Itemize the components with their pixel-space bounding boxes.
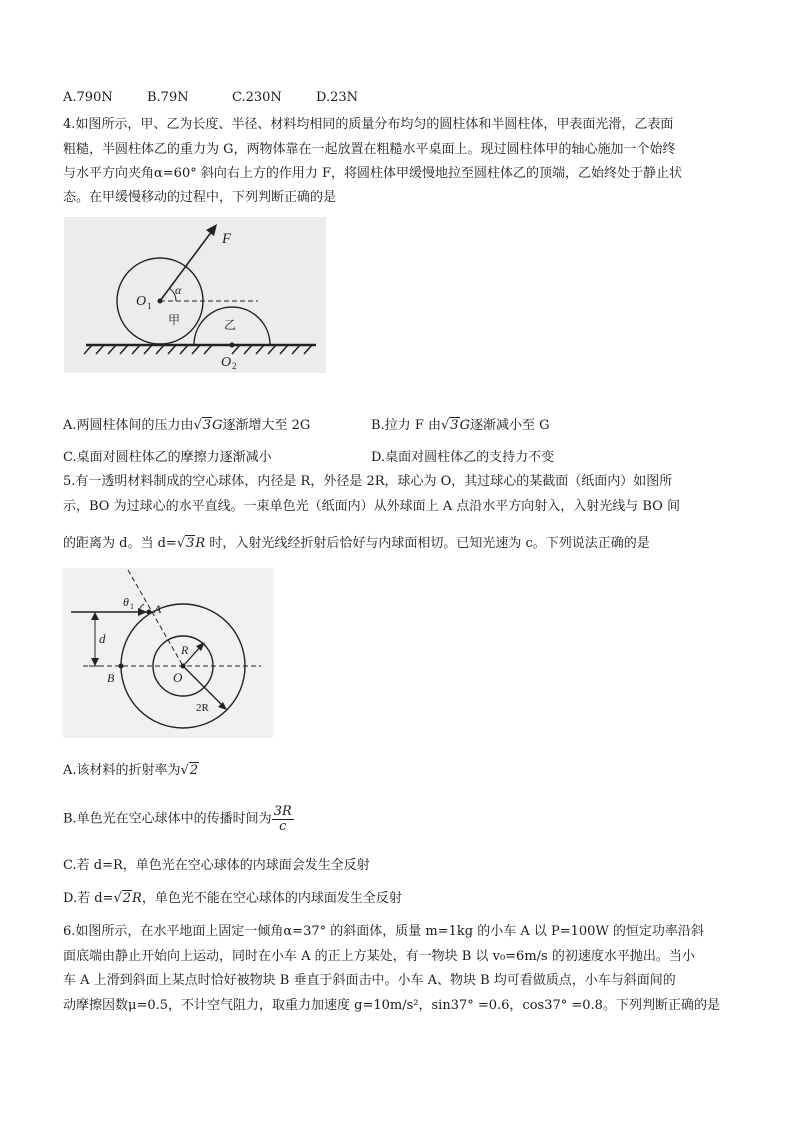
fraction-numerator: 3R bbox=[273, 804, 292, 819]
q4-text-line-1: 4.如图所示，甲、乙为长度、半径、材料均相同的质量分布均匀的圆柱体和半圆柱体，甲表面光滑，乙表面 bbox=[63, 117, 674, 132]
q6-text-line-3: 车 A 上滑到斜面上某点时恰好被物块 B 垂直于斜面击中。小车 A、物块 B 均可看做质点，小车与斜面间的 bbox=[63, 973, 676, 988]
q5-line3-post: 时，入射光线经折射后恰好与内球面相切。已知光速为 c。下列说法正确的是 bbox=[205, 536, 650, 551]
q4-figure bbox=[64, 217, 326, 373]
sqrt-symbol: √3 bbox=[440, 418, 459, 433]
q5-option-a bbox=[63, 763, 199, 780]
q4-text-line-4: 态。在甲缓慢移动的过程中，下列判断正确的是 bbox=[63, 190, 337, 205]
fraction bbox=[272, 805, 294, 835]
fraction-denominator: c bbox=[279, 819, 287, 835]
label-B: B bbox=[107, 671, 115, 685]
q4-option-a bbox=[63, 418, 310, 435]
q3-option-d: D.23N bbox=[316, 90, 359, 105]
q5-option-d-radicand: 2 bbox=[122, 891, 132, 906]
q5-line3-pre: 的距离为 d。当 d= bbox=[63, 536, 177, 551]
label-2R: 2R bbox=[196, 702, 209, 714]
label-O1: O bbox=[136, 294, 147, 309]
q5-option-b-pre: B.单色光在空心球体中的传播时间为 bbox=[63, 811, 272, 827]
q4-text-line-3: 与水平方向夹角α=60° 斜向右上方的作用力 F，将圆柱体甲缓慢地拉至圆柱体乙的顶端，乙始终处于静止状 bbox=[63, 166, 682, 181]
q5-line3-radicand: 3 bbox=[186, 536, 195, 551]
q5-option-d-pre: D.若 d= bbox=[63, 891, 114, 906]
sqrt-symbol: √2 bbox=[180, 763, 199, 778]
q5-line3-var: R bbox=[195, 536, 206, 551]
q6-text-line-4: 动摩擦因数μ=0.5，不计空气阻力，取重力加速度 g=10m/s²，sin37° =0.6，cos37° =0.8。下列判断正确的是 bbox=[63, 998, 720, 1013]
q5-figure bbox=[63, 568, 273, 738]
q4-option-b-var: G bbox=[459, 418, 470, 433]
label-O2-sub: 2 bbox=[232, 361, 237, 371]
q5-text-line-2: 示，BO 为过球心的水平直线。一束单色光（纸面内）从外球面上 A 点沿水平方向射入，入射光线与 BO 间 bbox=[63, 499, 680, 514]
q3-option-b: B.79N bbox=[147, 90, 189, 105]
q4-option-a-radicand: 3 bbox=[202, 418, 212, 433]
q6-text-line-2: 面底端由静止开始向上运动，同时在小车 A 的正上方某处，有一物块 B 以 v₀=6m/s 的初速度水平抛出。当小 bbox=[63, 949, 695, 964]
sqrt-symbol: √3 bbox=[176, 536, 195, 551]
q4-option-d: D.桌面对圆柱体乙的支持力不变 bbox=[371, 450, 555, 465]
q4-option-b-post: 逐渐减小至 G bbox=[469, 418, 550, 433]
q5-option-d-post: ，单色光不能在空心球体的内球面发生全反射 bbox=[141, 891, 402, 906]
label-O2: O bbox=[221, 355, 232, 370]
q5-option-d bbox=[63, 891, 402, 908]
label-d: d bbox=[99, 631, 106, 646]
q4-option-b-pre: B.拉力 F 由 bbox=[371, 418, 441, 433]
label-jia: 甲 bbox=[168, 313, 181, 327]
sqrt-symbol: √3 bbox=[193, 418, 212, 433]
q5-option-a-pre: A.该材料的折射率为 bbox=[63, 763, 181, 778]
q4-text-line-2: 粗糙，半圆柱体乙的重力为 G，两物体靠在一起放置在粗糙水平桌面上。现过圆柱体甲的轴心施加一个始终 bbox=[63, 142, 676, 157]
label-F: F bbox=[222, 231, 232, 247]
label-A: A bbox=[154, 602, 162, 616]
q5-text-line-1: 5.有一透明材料制成的空心球体，内径是 R，外径是 2R，球心为 O，其过球心的某截面（纸面内）如图所 bbox=[63, 474, 673, 489]
label-O1-sub: 1 bbox=[147, 301, 152, 311]
label-R: R bbox=[181, 643, 189, 657]
sqrt-symbol: √2 bbox=[113, 891, 132, 906]
q4-option-b-radicand: 3 bbox=[450, 418, 459, 433]
q4-option-b bbox=[371, 418, 549, 435]
q3-option-c: C.230N bbox=[232, 90, 282, 105]
q4-option-a-pre: A.两圆柱体间的压力由 bbox=[63, 418, 194, 433]
q5-option-a-radicand: 2 bbox=[189, 763, 199, 778]
q4-option-a-post: 逐渐增大至 2G bbox=[222, 418, 311, 433]
q4-option-a-var: G bbox=[212, 418, 223, 433]
label-alpha: α bbox=[175, 283, 182, 297]
q5-option-b bbox=[63, 805, 294, 835]
label-yi: 乙 bbox=[224, 318, 237, 332]
label-theta: θ bbox=[123, 595, 129, 609]
label-theta-sub: 1 bbox=[130, 602, 134, 611]
q5-text-line-3 bbox=[63, 536, 650, 553]
q4-option-c: C.桌面对圆柱体乙的摩擦力逐渐减小 bbox=[63, 450, 272, 465]
q5-option-d-var: R bbox=[132, 891, 142, 906]
q3-option-a: A.790N bbox=[63, 90, 113, 105]
q5-option-c: C.若 d=R，单色光在空心球体的内球面会发生全反射 bbox=[63, 858, 370, 873]
q6-text-line-1: 6.如图所示，在水平地面上固定一倾角α=37° 的斜面体，质量 m=1kg 的小车 A 以 P=100W 的恒定功率沿斜 bbox=[63, 924, 704, 939]
label-O: O bbox=[173, 670, 183, 685]
